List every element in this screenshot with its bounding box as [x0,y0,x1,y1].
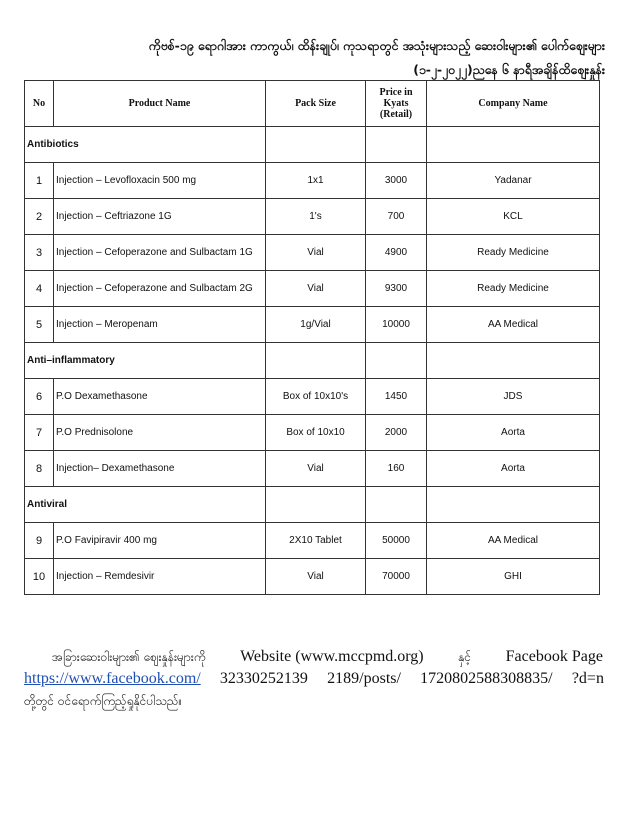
company-name: Aorta [427,415,600,451]
table-row [25,271,600,307]
company-name: KCL [427,199,600,235]
company-name: AA Medical [427,523,600,559]
pack-size: 1's [266,199,366,235]
price: 3000 [366,163,427,199]
pack-size: Vial [266,271,366,307]
price: 2000 [366,415,427,451]
empty-cell [366,127,427,163]
pack-size: Vial [266,235,366,271]
footer-url-part: 32330252139 [219,670,308,687]
company-name: Ready Medicine [427,271,600,307]
company-name: Ready Medicine [427,235,600,271]
table-row [25,235,600,271]
table-row [25,307,600,343]
price: 700 [366,199,427,235]
footer-url-part: ?d=n [571,670,604,687]
price: 160 [366,451,427,487]
price: 4900 [366,235,427,271]
price: 10000 [366,307,427,343]
row-number: 4 [25,271,54,307]
price: 1450 [366,379,427,415]
product-name: Injection – Remdesivir [54,559,266,595]
company-name: JDS [427,379,600,415]
company-name: Aorta [427,451,600,487]
header-company-name: Company Name [427,81,600,127]
row-number: 2 [25,199,54,235]
header-pack-size: Pack Size [266,81,366,127]
footer-line-1 [30,648,603,667]
company-name: Yadanar [427,163,600,199]
category-row-anti-inflammatory [25,343,600,379]
table-row [25,379,600,415]
page-subtitle-date: (၁-၂-၂၀၂၂)ညနေ ၆ နာရီအချိန်ထိဈေးနှုန်း [413,62,605,77]
pack-size: 2X10 Tablet [266,523,366,559]
category-label: Anti–inflammatory [25,343,266,379]
footer-url-part: 2189/posts/ [327,670,401,687]
footer-line-3: တို့တွင် ဝင်ရောက်ကြည့်ရှုနိုင်ပါသည်။ [24,694,183,708]
product-name: Injection– Dexamethasone [54,451,266,487]
footer-line-2 [24,670,604,688]
table-row [25,163,600,199]
empty-cell [266,127,366,163]
row-number: 6 [25,379,54,415]
price: 50000 [366,523,427,559]
row-number: 3 [25,235,54,271]
empty-cell [266,487,366,523]
table-header-row [25,81,600,127]
category-label: Antiviral [25,487,266,523]
product-name: P.O Prednisolone [54,415,266,451]
facebook-link[interactable]: https://www.facebook.com/ [24,670,201,687]
product-name: Injection – Levofloxacin 500 mg [54,163,266,199]
product-name: P.O Dexamethasone [54,379,266,415]
table-row [25,523,600,559]
category-label: Antibiotics [25,127,266,163]
row-number: 8 [25,451,54,487]
empty-cell [366,487,427,523]
row-number: 5 [25,307,54,343]
category-row-antiviral [25,487,600,523]
category-row-antibiotics [25,127,600,163]
header-price: Price in Kyats (Retail) [366,81,427,127]
price: 70000 [366,559,427,595]
company-name: AA Medical [427,307,600,343]
row-number: 1 [25,163,54,199]
empty-cell [427,487,600,523]
footer-and-text: နှင့် [458,650,472,664]
empty-cell [427,343,600,379]
product-name: Injection – Meropenam [54,307,266,343]
empty-cell [366,343,427,379]
pack-size: 1g/Vial [266,307,366,343]
page-title: ကိုဗစ်-၁၉ ရောဂါအား ကာကွယ်၊ ထိန်းချုပ်၊ ကုသရာတွင် အသုံးများသည့် ဆေးဝါးများ၏ ပေါက်ဈေးများ [148,38,605,53]
empty-cell [427,127,600,163]
footer-facebook-page-text: Facebook Page [505,648,603,665]
empty-cell [266,343,366,379]
price: 9300 [366,271,427,307]
row-number: 10 [25,559,54,595]
table-row [25,199,600,235]
pack-size: Vial [266,451,366,487]
footer-url-part: 1720802588308835/ [420,670,553,687]
company-name: GHI [427,559,600,595]
product-name: Injection – Cefoperazone and Sulbactam 2G [54,271,266,307]
table-row [25,451,600,487]
header-no: No [25,81,54,127]
footer-other-medicines-text: အခြားဆေးဝါးများ၏ ဈေးနှုန်းများကို [52,650,206,664]
product-name: Injection – Ceftriazone 1G [54,199,266,235]
pack-size: Vial [266,559,366,595]
price-table [24,80,600,595]
table-row [25,415,600,451]
pack-size: Box of 10x10 [266,415,366,451]
footer-website-text: Website (www.mccpmd.org) [240,648,424,665]
table-row [25,559,600,595]
product-name: Injection – Cefoperazone and Sulbactam 1G [54,235,266,271]
product-name: P.O Favipiravir 400 mg [54,523,266,559]
header-product-name: Product Name [54,81,266,127]
pack-size: Box of 10x10's [266,379,366,415]
pack-size: 1x1 [266,163,366,199]
row-number: 9 [25,523,54,559]
row-number: 7 [25,415,54,451]
